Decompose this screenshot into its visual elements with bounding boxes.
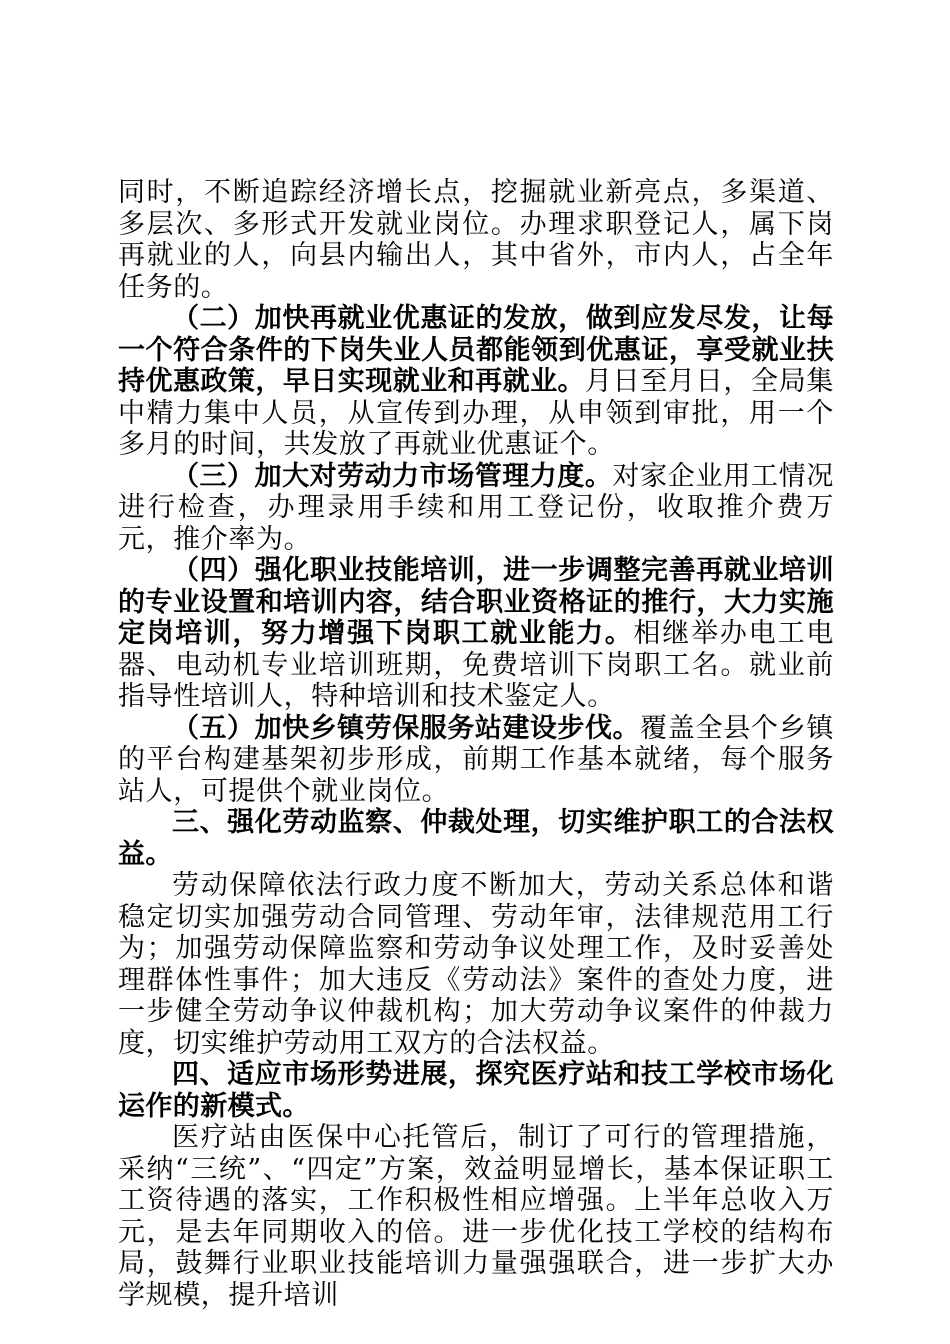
paragraph-text: 医疗站由医保中心托管后，制订了可行的管理措施，采纳“三统”、“四定”方案，效益明显增长，基本保证职工工资待遇的落实，工作积极性相应增强。上半年总收入万元，是去年同期收入的倍。进一步优化技工学校的结构布局，鼓舞行业职业技能培训力量强强联合，进一步扩大办学规模，提升培训 <box>118 1122 834 1311</box>
paragraph-text: 对家企业用工情况进行检查，办理录用手续和用工登记份，收取推介费万元，推介率为。 <box>118 460 834 555</box>
paragraph-section-3 <box>118 461 834 556</box>
paragraph-text: 覆盖全县个乡镇的平台构建基架初步形成，前期工作基本就绪，每个服务站人，可提供个就业岗位。 <box>118 712 834 807</box>
heading-text: 三、强化劳动监察、仲裁处理，切实维护职工的合法权益。 <box>118 807 834 870</box>
paragraph-text: 劳动保障依法行政力度不断加大，劳动关系总体和谐稳定切实加强劳动合同管理、劳动年审，法律规范用工行为；加强劳动保障监察和劳动争议处理工作，及时妥善处理群体性事件；加大违反《劳动法》案件的查处力度，进一步健全劳动争议仲裁机构；加大劳动争议案件的仲裁力度，切实维护劳动用工双方的合法权益。 <box>118 870 834 1059</box>
paragraph-text: 月日至月日，全局集中精力集中人员，从宣传到办理，从申领到审批，用一个多月的时间，共发放了再就业优惠证个。 <box>118 366 834 460</box>
paragraph-bold-text: （二）加快再就业优惠证的发放，做到应发尽发，让每一个符合条件的下岗失业人员都能领到优惠证，享受就业扶持优惠政策，早日实现就业和再就业。 <box>118 303 834 397</box>
paragraph-section-5 <box>118 713 834 808</box>
paragraph-bold-text: （三）加大对劳动力市场管理力度。 <box>172 460 613 492</box>
heading-part-4 <box>118 1059 834 1122</box>
heading-part-3 <box>118 807 834 870</box>
paragraph-intro-continued <box>118 177 834 303</box>
paragraph-bold-text: （四）强化职业技能培训，进一步调整完善再就业培训的专业设置和培训内容，结合职业资格证的推行，大力实施定岗培训，努力增强下岗职工就业能力。 <box>118 555 834 649</box>
paragraph-part-3-body <box>118 870 834 1059</box>
paragraph-section-2 <box>118 303 834 461</box>
paragraph-text: 同时，不断追踪经济增长点，挖掘就业新亮点，多渠道、多层次、多形式开发就业岗位。办理求职登记人，属下岗再就业的人，向县内输出人，其中省外，市内人，占全年任务的。 <box>118 177 834 303</box>
paragraph-bold-text: （五）加快乡镇劳保服务站建设步伐。 <box>172 712 641 744</box>
document-body <box>118 177 834 1311</box>
paragraph-section-4 <box>118 555 834 713</box>
heading-text: 四、适应市场形势进展，探究医疗站和技工学校市场化运作的新模式。 <box>118 1059 834 1122</box>
paragraph-part-4-body <box>118 1122 834 1311</box>
paragraph-text: 相继举办电工电器、电动机专业培训班期，免费培训下岗职工名。就业前指导性培训人，特种培训和技术鉴定人。 <box>118 618 835 712</box>
